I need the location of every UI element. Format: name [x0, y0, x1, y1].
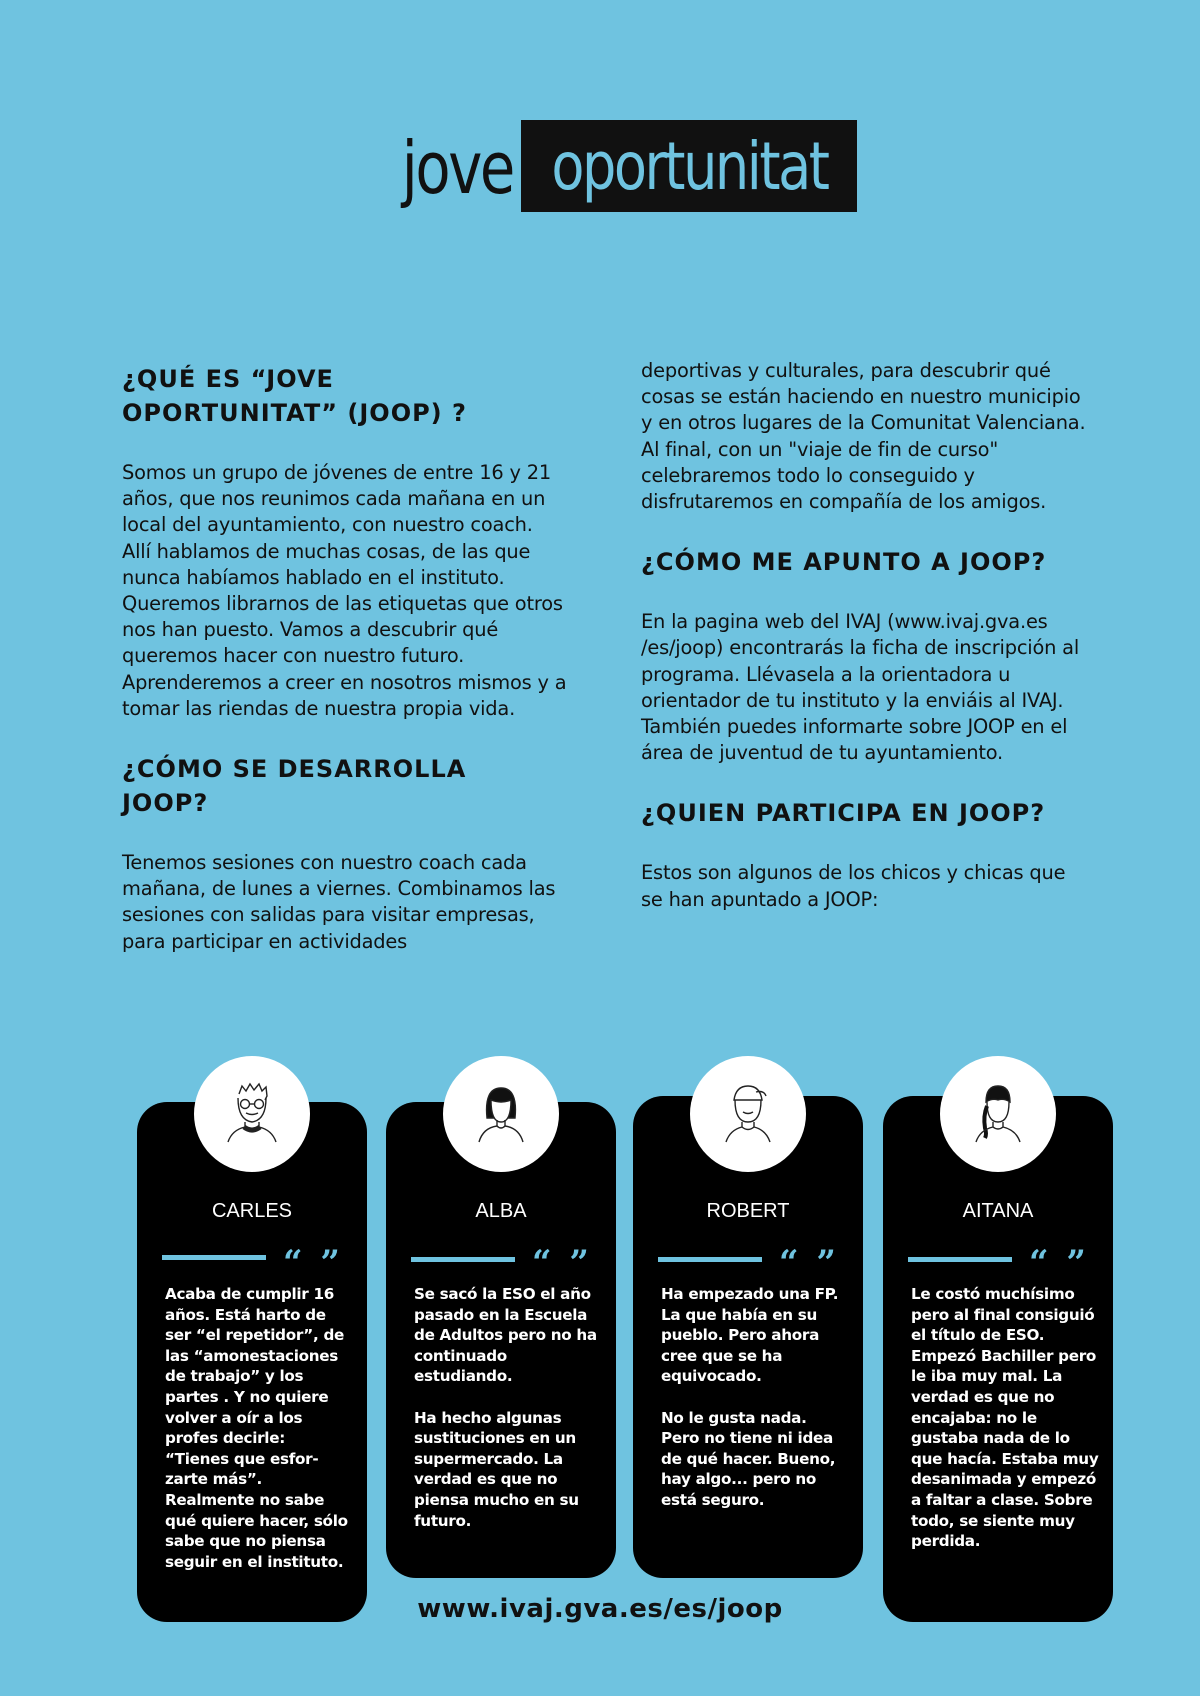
- card-text-carles: Acaba de cumplir 16 años. Está harto de ser “el repetidor”, de las “amonestaciones de trabajo” y los partes . Y no quiere volver a oír a los profes decirle: “Tienes que esfor-zarte más”. Realmente no sabe qué quiere hacer, sólo sabe que no piensa seguir en el instituto.: [165, 1285, 348, 1571]
- boy-glasses-avatar-icon: [194, 1056, 310, 1172]
- quote-mark-icon: “ ”: [283, 1243, 343, 1283]
- girl-braid-avatar-icon: [940, 1056, 1056, 1172]
- paragraph-como-se-desarrolla: Tenemos sesiones con nuestro coach cada mañana, de lunes a viernes. Combinamos las sesiones con salidas para visitar empresas, para participar en actividades: [122, 851, 556, 953]
- card-name-aitana: AITANA: [962, 1200, 1034, 1222]
- logo-word-oportunitat: oportunitat: [550, 127, 828, 205]
- girl-short-hair-avatar-icon: [443, 1056, 559, 1172]
- heading-quien-participa: ¿QUIEN PARTICIPA EN JOOP?: [641, 799, 1046, 828]
- card-alba: [386, 1102, 616, 1578]
- card-text-robert: Ha empezado una FP. La que había en su pueblo. Pero ahora cree que se ha equivocado. No le gusta nada. Pero no tiene ni idea de qué hacer. Bueno, hay algo... pero no está seguro.: [661, 1285, 839, 1509]
- paragraph-como-me-apunto: En la pagina web del IVAJ (www.ivaj.gva.es /es/joop) encontrarás la ficha de inscripción al programa. Llévasela a la orientadora u orientador de tu instituto y la enviáis al IVAJ. También puedes informarte sobre JOOP en el área de juventud de tu ayuntamiento.: [641, 610, 1080, 765]
- logo-box: [521, 120, 857, 212]
- quote-divider-line: [658, 1257, 762, 1262]
- logo: [372, 112, 857, 212]
- quote-divider-line: [162, 1255, 266, 1260]
- card-name-robert: ROBERT: [706, 1200, 790, 1222]
- paragraph-quien-participa: Estos son algunos de los chicos y chicas que se han apuntado a JOOP:: [641, 861, 1066, 911]
- card-text-aitana: Le costó muchísimo pero al final consiguió el título de ESO. Empezó Bachiller pero le iba muy mal. La verdad es que no encajaba: no le gustaba nada de lo que hacía. Estaba muy desanimada y empezó a faltar a clase. Sobre todo, se siente muy perdida.: [911, 1285, 1099, 1551]
- quote-divider-line: [908, 1257, 1012, 1262]
- quote-divider-line: [411, 1257, 515, 1262]
- card-name-alba: ALBA: [475, 1200, 527, 1222]
- quote-mark-icon: “ ”: [1029, 1243, 1089, 1283]
- right-column: [641, 359, 1086, 943]
- paragraph-continuation: deportivas y culturales, para descubrir qué cosas se están haciendo en nuestro municipio y en otros lugares de la Comunitat Valenciana. Al final, con un "viaje de fin de curso" celebraremos todo lo conseguido y disfrutaremos en compañía de los amigos.: [641, 359, 1086, 514]
- left-column: [122, 362, 567, 985]
- card-carles: [137, 1102, 367, 1622]
- quote-mark-icon: “ ”: [779, 1243, 839, 1283]
- paragraph-que-es-joop: Somos un grupo de jóvenes de entre 16 y 21 años, que nos reunimos cada mañana en un local del ayuntamiento, con nuestro coach. Allí hablamos de muchas cosas, de las que nunca habíamos hablado en el instituto. Queremos librarnos de las etiquetas que otros nos han puesto. Vamos a descubrir qué queremos hacer con nuestro futuro. Aprenderemos a creer en nosotros mismos y a tomar las riendas de nuestra propia vida.: [122, 461, 567, 720]
- card-text-alba: Se sacó la ESO el año pasado en la Escuela de Adultos pero no ha continuado estudiando. Ha hecho algunas sustituciones en un supermercado. La verdad es que no piensa mucho en su futuro.: [414, 1285, 597, 1530]
- heading-como-se-desarrolla: ¿CÓMO SE DESARROLLA JOOP?: [122, 755, 467, 818]
- card-robert: [633, 1096, 863, 1578]
- card-aitana: [883, 1096, 1113, 1622]
- boy-cap-avatar-icon: [690, 1056, 806, 1172]
- heading-como-me-apunto: ¿CÓMO ME APUNTO A JOOP?: [641, 548, 1047, 577]
- footer-website-link[interactable]: www.ivaj.gva.es/es/joop: [417, 1594, 783, 1624]
- card-name-carles: CARLES: [211, 1200, 293, 1222]
- heading-que-es-joop: ¿QUÉ ES “JOVE OPORTUNITAT” (JOOP) ?: [122, 365, 467, 427]
- logo-word-jove: jove: [401, 126, 513, 210]
- quote-mark-icon: “ ”: [532, 1243, 592, 1283]
